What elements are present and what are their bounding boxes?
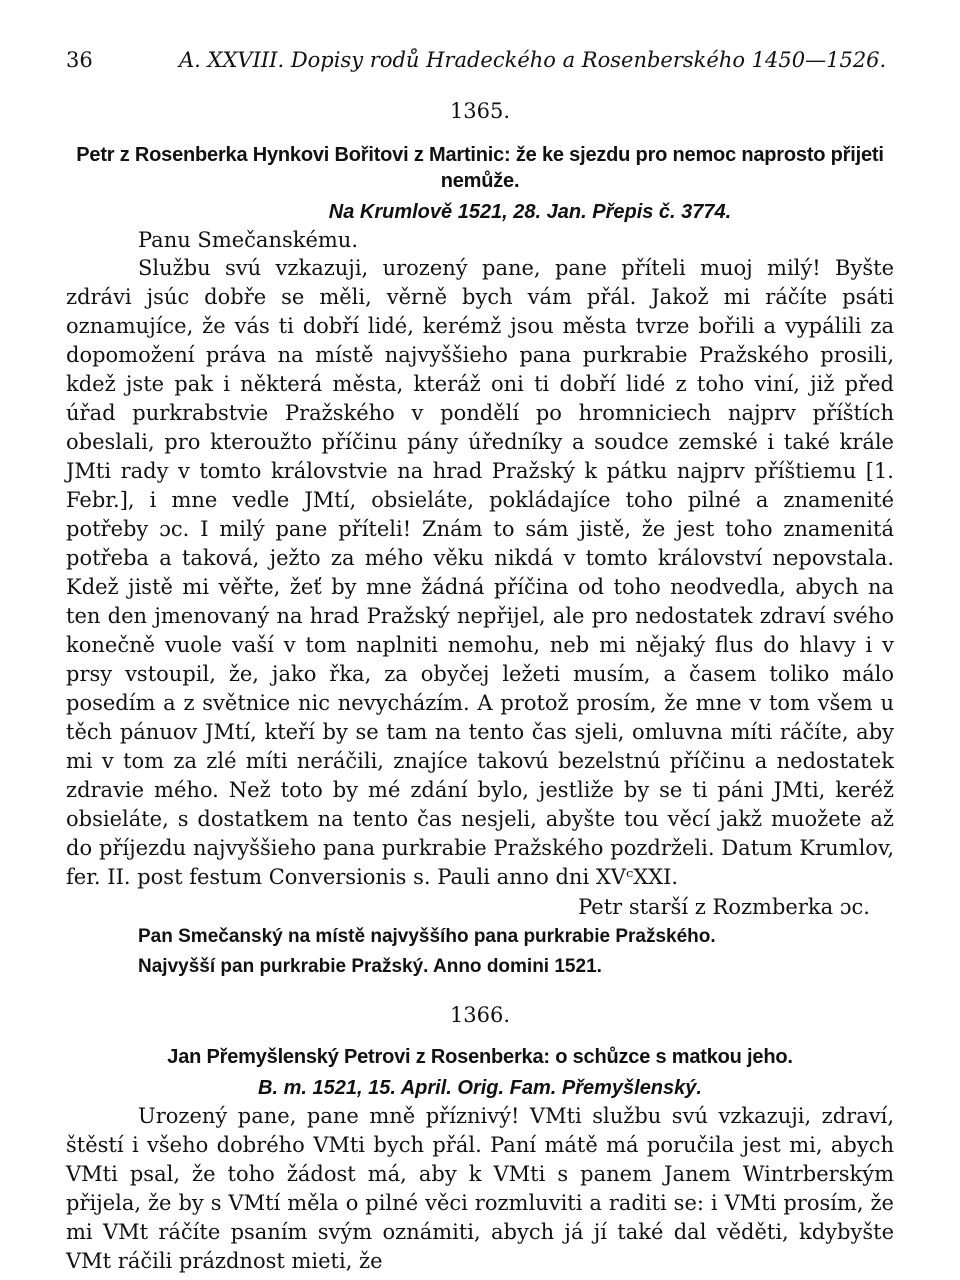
letter-body-1365 [66, 254, 894, 892]
document-page [66, 40, 894, 1276]
document-number-1366: 1366. [449, 1003, 511, 1027]
body-paragraph-1365: Službu svú vzkazuji, urozený pane, pane příteli muoj milý! Byšte zdrávi jsúc dobře se měli, věrně bych vám přál. Jakož mi ráčíte psáti oznamujíce, že vás ti dobří lidé, kerémž jsou města tvrze bořili a vypálili za dopomožení práva na místě najvyššieho pana purkrabie Pražského prosili, kdež jste pak i některá města, kteráž oni ti dobří lidé z toho viní, již před úřad purkrabstvie Pražského v pondělí po hromniciech najprv příštích obeslali, pro kteroužto příčinu pány úředníky a soudce zemské i také krále JMti rady v tomto královstvie na hrad Pražský k pátku najprv příštiemu [1. Febr.], i mne vedle JMtí, obsieláte, pokládajíce toho pilné a znamenité potřeby ɔc. I milý pane příteli! Znám to sám jistě, že jest toho znamenitá potřeba a taková, ježto za mého věku nikdá v tomto království nepovstala. Kdež jistě mi věřte, žeť by mne žádná příčina od toho neodvedla, abych na ten den jmenovaný na hrad Pražský nepřijel, ale pro nedostatek zdraví svého konečně vuole vaší v tom naplniti nemohu, neb mi nějaký flus do hlavy i v prsy vstoupil, že, jako řka, za obyčej ležeti musím, a časem toliko málo posedím a z světnice nic nevycházím. A protož prosím, že mne v tom všem u těch pánuov JMtí, kteří by se tam na tento čas sjeli, omluvna míti ráčíte, aby mi v tom za zlé míti neráčili, znajíce takovú bezelstnú příčinu a nedostatek zdravie mého. Než toto by mé zdání bylo, jestliže by se ti páni JMti, keréž obsieláte, s dostatkem na tento čas nesjeli, abyšte tou věcí jakž muožete až do příjezdu najvyššieho pana purkrabie Pražského pozdrželi. Datum Krumlov, fer. II. post festum Conversionis s. Pauli anno dni XVᶜXXI. [66, 256, 894, 889]
dating-1365: Na Krumlově 1521, 28. Jan. Přepis č. 3774. [328, 201, 732, 223]
letter-body-1366 [66, 1102, 894, 1276]
dating-1366: B. m. 1521, 15. April. Orig. Fam. Přemyšlenský. [258, 1077, 702, 1099]
salutation-1365: Panu Smečanskému. [138, 228, 359, 252]
summary-1366: Jan Přemyšlenský Petrovi z Rosenberka: o schůzce s matkou jeho. [167, 1046, 793, 1068]
page-number: 36 [66, 48, 93, 72]
address-line-1: Pan Smečanský na místě najvyššího pana purkrabie Pražského. [138, 926, 716, 947]
running-header [66, 40, 894, 80]
signature-1365: Petr starší z Rozmberka ɔc. [578, 895, 870, 919]
address-line-2: Najvyšší pan purkrabie Pražský. Anno domini 1521. [138, 956, 602, 977]
summary-1365: Petr z Rosenberka Hynkovi Bořitovi z Martinic: že ke sjezdu pro nemoc naprosto přijeti nemůže. [76, 144, 884, 192]
body-paragraph-1366: Urozený pane, pane mně příznivý! VMti službu svú vzkazuji, zdraví, štěstí i všeho dobrého VMti bych přál. Paní mátě má poručila jest mi, abych VMti psal, že toho žádost má, aby k VMti s panem Janem Wintrberským přijela, že by s VMtí měla o pilné věci rozmluviti a raditi se: i VMti prosím, že mi VMt ráčíte psaním svým oznámiti, abych já jí také dal věděti, kdybyšte VMt ráčili prázdnost mieti, že [66, 1104, 894, 1273]
document-number-1365: 1365. [449, 99, 511, 123]
running-title: A. XXVIII. Dopisy rodů Hradeckého a Rosenberského 1450—1526. [179, 48, 887, 72]
